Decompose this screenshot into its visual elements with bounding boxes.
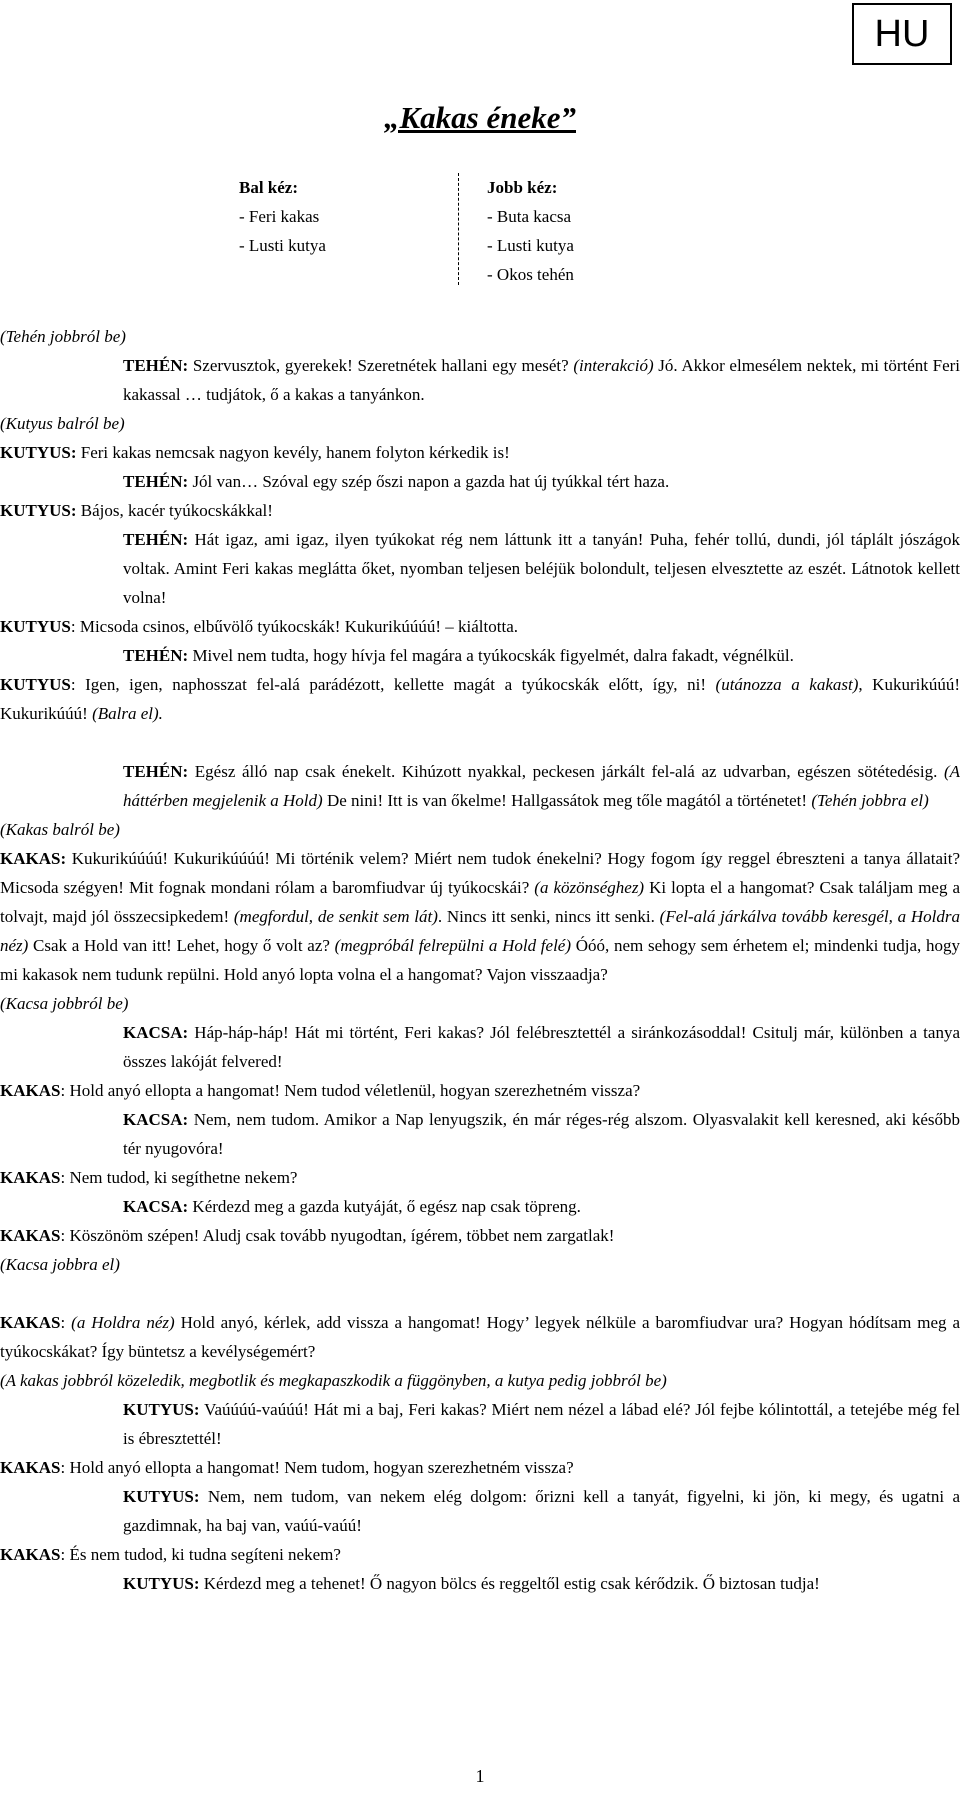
dialogue-text: Vaúúúú-vaúúú! Hát mi a baj, Feri kakas? Miért nem nézel a lábad elé? Jól fejbe kólintottál, a tetejébe még fel is ébresztettél! (123, 1400, 960, 1448)
dialogue-line (0, 1482, 960, 1540)
stage-direction-text: (Tehén jobbra el) (811, 791, 929, 810)
speaker-name: KUTYUS (0, 675, 71, 694)
stage-direction-text: (Kakas balról be) (0, 820, 120, 839)
dialogue-text: Feri kakas nemcsak nagyon kevély, hanem folyton kérkedik is! (76, 443, 510, 462)
stage-direction-text: (Balra el). (92, 704, 163, 723)
dialogue-text: : Hold anyó ellopta a hangomat! Nem tudom, hogyan szerezhetném vissza? (60, 1458, 574, 1477)
speaker-name: TEHÉN: (123, 762, 189, 781)
dialogue-line (0, 1395, 960, 1453)
speaker-name: KUTYUS (0, 617, 71, 636)
page-title: „Kakas éneke” (383, 100, 576, 135)
dialogue-text: : Köszönöm szépen! Aludj csak tovább nyugodtan, ígérem, többet nem zargatlak! (60, 1226, 615, 1245)
stage-direction-text: (Kutyus balról be) (0, 414, 125, 433)
dialogue-text: Nem, nem tudom. Amikor a Nap lenyugszik, én már réges-rég alszom. Olyasvalakit kell keresned, aki később tér nyugovóra! (123, 1110, 960, 1158)
dialogue-line (0, 1018, 960, 1076)
dialogue-line (0, 612, 960, 641)
language-label: HU (852, 3, 952, 65)
stage-direction-text: (Kacsa jobbra el) (0, 1255, 120, 1274)
cast-right-item: - Okos tehén (487, 265, 574, 284)
cast-left-heading: Bal kéz: (239, 178, 299, 197)
speaker-name: KAKAS (0, 1168, 61, 1187)
dialogue-line (0, 351, 960, 409)
stage-direction (0, 1250, 960, 1279)
dialogue-text: Jól van… Szóval egy szép őszi napon a gazda hat új tyúkkal tért haza. (188, 472, 670, 491)
speaker-name: TEHÉN: (123, 472, 189, 491)
stage-direction (0, 1366, 960, 1395)
dialogue-line (0, 438, 960, 467)
dialogue-text: , Kukurikúúú! Kukurikúúú! (0, 675, 960, 723)
dialogue-line (0, 1308, 960, 1366)
speaker-name: TEHÉN: (123, 646, 189, 665)
cast-right-item: - Buta kacsa (487, 207, 572, 226)
dialogue-text: Kukurikúúúú! Kukurikúúúú! Mi történik velem? Miért nem tudok énekelni? Hogy fogom így reggel ébreszteni a tanya állatait? Micsoda szégyen! Mit fognak mondani rólam a baromfiudvar új tyúkocskái? (0, 849, 960, 897)
dialogue-text: : Nem tudod, ki segíthetne nekem? (60, 1168, 298, 1187)
speaker-name: KAKAS (0, 1081, 61, 1100)
speaker-name: KAKAS: (0, 849, 67, 868)
speaker-name: KAKAS (0, 1545, 61, 1564)
dialogue-text: De nini! Itt is van őkelme! Hallgassátok meg tőle magától a történetet! (322, 791, 812, 810)
stage-direction-text: (megpróbál felrepülni a Hold felé) (334, 936, 572, 955)
dialogue-text: Jó. Akkor elmesélem nektek, mi történt Feri kakassal … tudjátok, ő a kakas a tanyánkon. (123, 356, 960, 404)
cast-left-item: - Feri kakas (239, 207, 320, 226)
cast-left-item: - Lusti kutya (239, 236, 326, 255)
stage-direction-text: (A kakas jobbról közeledik, megbotlik és megkapaszkodik a függönyben, a kutya pedig jobbról be) (0, 1371, 667, 1390)
dialogue-text: Nem, nem tudom, van nekem elég dolgom: őrizni kell a tanyát, figyelni, ki jön, ki megy, és ugatni a gazdimnak, ha baj van, vaúú-vaúú! (123, 1487, 960, 1535)
dialogue-text: Hát igaz, ami igaz, ilyen tyúkokat rég nem láttunk itt a tanyán! Puha, fehér tollú, dundi, jól táplált jószágok voltak. Amint Feri kakas meglátta őket, nyomban teljesen beléjük bolondult, teljesen elvesztette az eszét. Látnotok kellett volna! (123, 530, 960, 607)
dialogue-text: Bájos, kacér tyúkocskákkal! (76, 501, 273, 520)
dialogue-line (0, 1540, 960, 1569)
dialogue-text: . Nincs itt senki, nincs itt senki. (437, 907, 660, 926)
dialogue-line (0, 1105, 960, 1163)
speaker-name: KUTYUS: (123, 1400, 200, 1419)
dialogue-line (0, 1163, 960, 1192)
stage-direction-text: (Kacsa jobbról be) (0, 994, 129, 1013)
cast-right-heading: Jobb kéz: (487, 178, 558, 197)
dialogue-text: Hold anyó, kérlek, add vissza a hangomat! Hogy’ legyek nélküle a baromfiudvar ura? Hogyan hódítsam meg a tyúkocskákat? Így büntetsz a kevélységemért? (0, 1313, 960, 1361)
dialogue-text: Ki lopta el a hangomat? Csak találjam meg a tolvajt, majd jól összecsipkedem! (0, 878, 960, 926)
speaker-name: TEHÉN: (123, 530, 189, 549)
speaker-name: KACSA: (123, 1110, 189, 1129)
dialogue-line (0, 844, 960, 989)
stage-direction (0, 815, 960, 844)
speaker-name: KAKAS (0, 1313, 61, 1332)
blank-line (0, 1279, 960, 1308)
stage-direction (0, 409, 960, 438)
dialogue-line (0, 1453, 960, 1482)
dialogue-line (0, 525, 960, 612)
cast-right-hand (487, 173, 574, 289)
stage-direction-text: (megfordul, de senkit sem lát) (233, 907, 438, 926)
dialogue-line (0, 670, 960, 728)
cast-divider (458, 173, 459, 285)
dialogue-line (0, 496, 960, 525)
speaker-name: KAKAS (0, 1458, 61, 1477)
blank-line (0, 728, 960, 757)
stage-direction-text: (a Holdra néz) (71, 1313, 175, 1332)
stage-direction-text: (Tehén jobbról be) (0, 327, 126, 346)
speaker-name: KAKAS (0, 1226, 61, 1245)
speaker-name: KUTYUS: (123, 1574, 200, 1593)
speaker-name: KUTYUS: (0, 501, 77, 520)
cast-left-hand (239, 173, 326, 260)
dialogue-line (0, 1076, 960, 1105)
dialogue-line (0, 1192, 960, 1221)
dialogue-text: : Hold anyó ellopta a hangomat! Nem tudod véletlenül, hogyan szerezhetném vissza? (60, 1081, 641, 1100)
dialogue-text: Kérdezd meg a gazda kutyáját, ő egész nap csak töpreng. (188, 1197, 581, 1216)
dialogue-line (0, 1569, 960, 1598)
script-body (0, 322, 960, 1598)
dialogue-text: Mivel nem tudta, hogy hívja fel magára a tyúkocskák figyelmét, dalra fakadt, végnélkül. (188, 646, 794, 665)
stage-direction-text: (a közönséghez) (534, 878, 645, 897)
dialogue-text: Egész álló nap csak énekelt. Kihúzott nyakkal, peckesen járkált fel-alá az udvarban, egészen sötétedésig. (188, 762, 944, 781)
dialogue-text: Háp-háp-háp! Hát mi történt, Feri kakas? Jól felébresztettél a siránkozásoddal! Csitulj már, különben a tanya összes lakóját felvered! (123, 1023, 960, 1071)
stage-direction-text: (A háttérben megjelenik a Hold) (123, 762, 960, 810)
speaker-name: TEHÉN: (123, 356, 189, 375)
dialogue-text: Szervusztok, gyerekek! Szeretnétek hallani egy mesét? (188, 356, 574, 375)
dialogue-line (0, 467, 960, 496)
stage-direction (0, 322, 960, 351)
speaker-name: KUTYUS: (0, 443, 77, 462)
dialogue-line (0, 641, 960, 670)
page-number: 1 (475, 1766, 485, 1786)
dialogue-text: : Igen, igen, naphosszat fel-alá parádézott, kellette magát a tyúkocskák előtt, így, ni! (70, 675, 716, 694)
dialogue-text: : (60, 1313, 72, 1332)
cast-right-item: - Lusti kutya (487, 236, 574, 255)
dialogue-text: : És nem tudod, ki tudna segíteni nekem? (60, 1545, 341, 1564)
speaker-name: KUTYUS: (123, 1487, 200, 1506)
dialogue-text: Kérdezd meg a tehenet! Ő nagyon bölcs és reggeltől estig csak kérődzik. Ő biztosan tudja! (199, 1574, 820, 1593)
stage-direction-text: (Fel-alá járkálva tovább keresgél, a Holdra néz) (0, 907, 960, 955)
stage-direction-text: (interakció) (573, 356, 654, 375)
dialogue-line (0, 757, 960, 815)
speaker-name: KACSA: (123, 1023, 189, 1042)
dialogue-text: Óóó, nem sehogy sem érhetem el; mindenki tudja, hogy mi kakasok nem tudunk repülni. Hold anyó lopta volna el a hangomat? Vajon visszaadja? (0, 936, 960, 984)
dialogue-text: : Micsoda csinos, elbűvölő tyúkocskák! Kukurikúúúú! – kiáltotta. (70, 617, 518, 636)
dialogue-text: Csak a Hold van itt! Lehet, hogy ő volt az? (28, 936, 335, 955)
stage-direction-text: (utánozza a kakast) (715, 675, 859, 694)
speaker-name: KACSA: (123, 1197, 189, 1216)
stage-direction (0, 989, 960, 1018)
dialogue-line (0, 1221, 960, 1250)
